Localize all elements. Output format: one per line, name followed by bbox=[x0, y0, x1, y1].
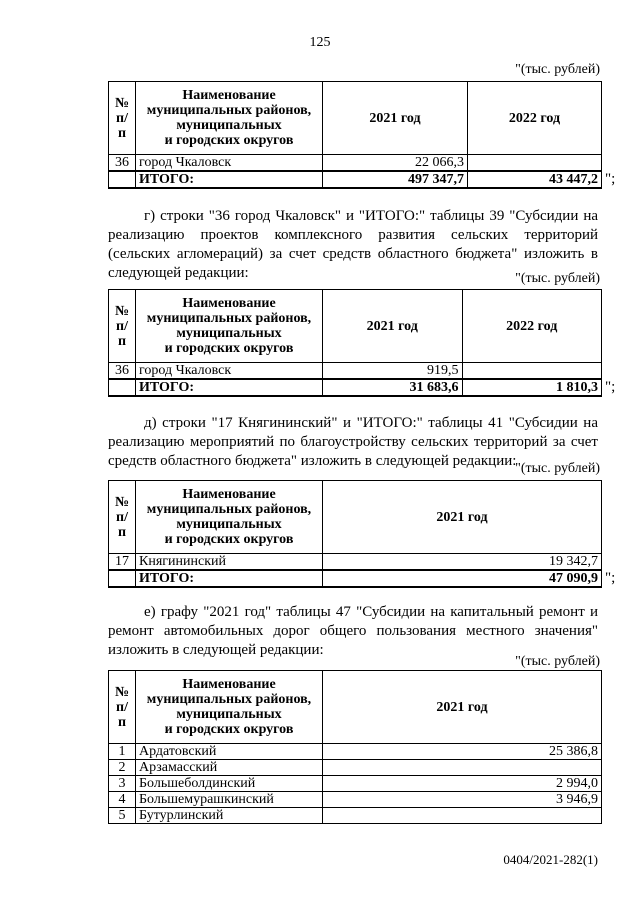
header-name bbox=[136, 290, 323, 363]
table-row bbox=[109, 155, 602, 172]
header-2021: 2021 год bbox=[323, 481, 602, 554]
row-num: 3 bbox=[109, 776, 136, 792]
row-2021: 3 946,9 bbox=[323, 792, 602, 808]
total-2022: 43 447,2 bbox=[468, 171, 602, 188]
total-num bbox=[109, 570, 136, 587]
unit-label: "(тыс. рублей) bbox=[515, 461, 600, 476]
row-name: город Чкаловск bbox=[136, 363, 323, 380]
table-header-row bbox=[109, 290, 602, 363]
header-name-line: Наименование bbox=[182, 296, 276, 311]
table-subsidies-4 bbox=[108, 670, 602, 824]
row-2021: 25 386,8 bbox=[323, 744, 602, 760]
total-row bbox=[109, 379, 602, 396]
total-label: ИТОГО: bbox=[136, 171, 323, 188]
total-2021: 47 090,9 bbox=[323, 570, 602, 587]
row-2021: 919,5 bbox=[323, 363, 463, 380]
paragraph-g-text: г) строки "36 город Чкаловск" и "ИТОГО:" таблицы 39 "Субсидии на реализацию проектов комплексного развития сельских территорий (сельских агломераций) за счет средств областного бюджета" изложить в следующей редакции: bbox=[108, 208, 598, 281]
paragraph-e-text: е) графу "2021 год" таблицы 47 "Субсидии на капитальный ремонт и ремонт автомобильных дорог общего пользования местного значения" изложить в следующей редакции: bbox=[108, 604, 598, 658]
header-name-line: Наименование bbox=[182, 677, 276, 692]
table-header-row bbox=[109, 82, 602, 155]
header-num: № п/п bbox=[109, 481, 136, 554]
header-name-line: и городских округов bbox=[164, 341, 294, 356]
row-num: 2 bbox=[109, 760, 136, 776]
header-name-line: муниципальных районов, bbox=[146, 311, 312, 326]
table-row bbox=[109, 744, 602, 760]
header-name-line: муниципальных bbox=[176, 118, 282, 133]
row-name: город Чкаловск bbox=[136, 155, 323, 172]
total-label: ИТОГО: bbox=[136, 379, 323, 396]
table-row bbox=[109, 776, 602, 792]
table-header-row bbox=[109, 481, 602, 554]
row-name: Бутурлинский bbox=[136, 808, 323, 824]
header-num: № п/п bbox=[109, 671, 136, 744]
header-name-line: муниципальных районов, bbox=[146, 103, 312, 118]
unit-label: "(тыс. рублей) bbox=[515, 271, 600, 286]
total-2022: 1 810,3 bbox=[462, 379, 602, 396]
paragraph-e bbox=[108, 603, 598, 660]
table-row bbox=[109, 363, 602, 380]
total-num bbox=[109, 379, 136, 396]
table-row bbox=[109, 760, 602, 776]
table-subsidies-1 bbox=[108, 81, 602, 189]
quote-end: "; bbox=[605, 379, 616, 395]
header-name-line: и городских округов bbox=[164, 532, 294, 547]
quote-end: "; bbox=[605, 171, 616, 187]
total-num bbox=[109, 171, 136, 188]
table-row bbox=[109, 792, 602, 808]
header-name bbox=[136, 82, 323, 155]
row-2022 bbox=[468, 155, 602, 172]
document-code: 0404/2021-282(1) bbox=[503, 852, 598, 867]
total-row bbox=[109, 570, 602, 587]
row-name: Княгининский bbox=[136, 554, 323, 571]
table-header-row bbox=[109, 671, 602, 744]
row-name: Арзамасский bbox=[136, 760, 323, 776]
header-name-line: Наименование bbox=[182, 487, 276, 502]
paragraph-d-text: д) строки "17 Княгининский" и "ИТОГО:" таблицы 41 "Субсидии на реализацию мероприятий по благоустройству сельских территорий за счет средств областного бюджета" изложить в следующей редакции: bbox=[108, 415, 598, 469]
header-2022: 2022 год bbox=[462, 290, 602, 363]
header-num: № п/п bbox=[109, 290, 136, 363]
row-2021: 2 994,0 bbox=[323, 776, 602, 792]
row-num: 17 bbox=[109, 554, 136, 571]
row-2021 bbox=[323, 808, 602, 824]
row-2021: 19 342,7 bbox=[323, 554, 602, 571]
header-name-line: муниципальных bbox=[176, 707, 282, 722]
page-number: 125 bbox=[309, 35, 331, 50]
header-2021: 2021 год bbox=[323, 82, 468, 155]
row-2021 bbox=[323, 760, 602, 776]
row-num: 4 bbox=[109, 792, 136, 808]
total-2021: 497 347,7 bbox=[323, 171, 468, 188]
table-row bbox=[109, 808, 602, 824]
table-row bbox=[109, 554, 602, 571]
header-name-line: муниципальных районов, bbox=[146, 502, 312, 517]
total-label: ИТОГО: bbox=[136, 570, 323, 587]
row-num: 36 bbox=[109, 363, 136, 380]
row-2022 bbox=[462, 363, 602, 380]
header-2022: 2022 год bbox=[468, 82, 602, 155]
header-name-line: и городских округов bbox=[164, 722, 294, 737]
header-name-line: муниципальных bbox=[176, 517, 282, 532]
row-num: 5 bbox=[109, 808, 136, 824]
header-name bbox=[136, 481, 323, 554]
header-name-line: муниципальных bbox=[176, 326, 282, 341]
total-row bbox=[109, 171, 602, 188]
header-2021: 2021 год bbox=[323, 671, 602, 744]
header-name-line: муниципальных районов, bbox=[146, 692, 312, 707]
header-num: № п/п bbox=[109, 82, 136, 155]
unit-label: "(тыс. рублей) bbox=[515, 62, 600, 77]
row-name: Большемурашкинский bbox=[136, 792, 323, 808]
table-subsidies-2 bbox=[108, 289, 602, 397]
header-name bbox=[136, 671, 323, 744]
row-num: 36 bbox=[109, 155, 136, 172]
row-2021: 22 066,3 bbox=[323, 155, 468, 172]
unit-label: "(тыс. рублей) bbox=[515, 654, 600, 669]
header-name-line: и городских округов bbox=[164, 133, 294, 148]
row-name: Большеболдинский bbox=[136, 776, 323, 792]
quote-end: "; bbox=[605, 570, 616, 586]
row-name: Ардатовский bbox=[136, 744, 323, 760]
total-2021: 31 683,6 bbox=[323, 379, 463, 396]
header-2021: 2021 год bbox=[323, 290, 463, 363]
header-name-line: Наименование bbox=[182, 88, 276, 103]
table-subsidies-3 bbox=[108, 480, 602, 588]
row-num: 1 bbox=[109, 744, 136, 760]
